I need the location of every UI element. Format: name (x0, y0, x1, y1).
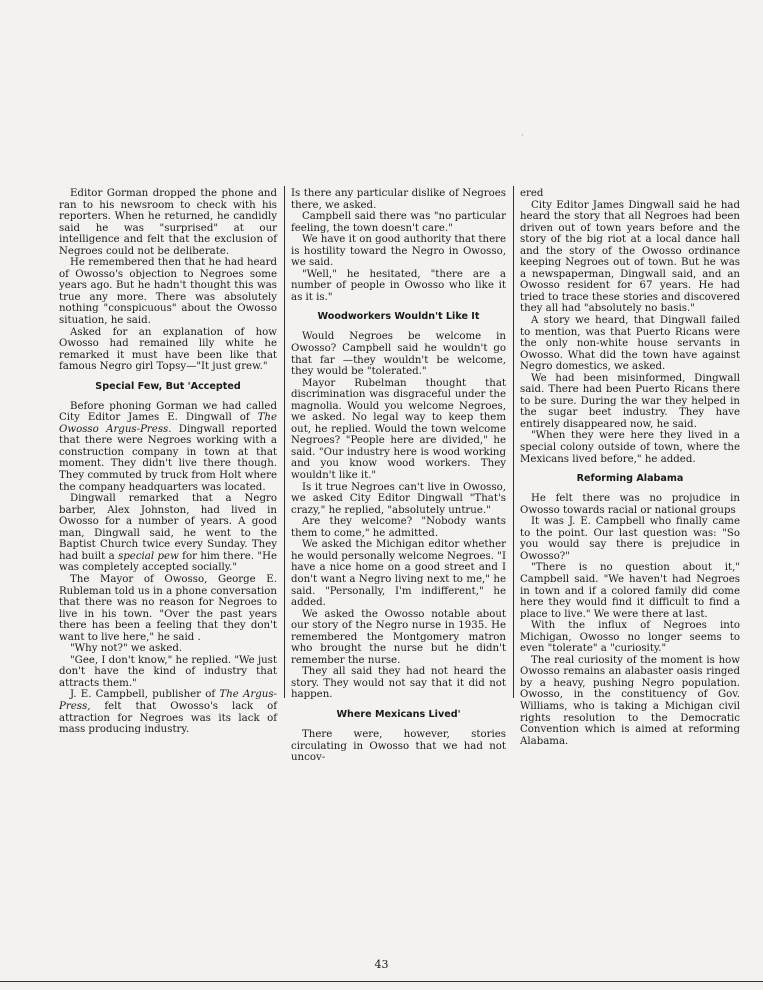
paragraph: We have it on good authority that there is hostility toward the Negro in Owosso, we said. (291, 234, 506, 269)
paragraph: Asked for an explanation of how Owosso had remained lily white he remarked it must have been like that famous Negro girl Topsy—"It just grew." (59, 326, 277, 373)
paragraph: He felt there was no projudice in Owosso towards racial or national groups (520, 493, 740, 516)
paragraph: We asked the Owosso notable about our story of the Negro nurse in 1935. He remembered the Montgomery matron who brought the nurse but he didn't remember the nurse. (291, 608, 506, 666)
article-column-2 (291, 188, 506, 764)
paragraph: Is it true Negroes can't live in Owosso, we asked City Editor Dingwall "That's crazy," he replied, "absolutely untrue." (291, 481, 506, 516)
publication-title: The Argus-Press, (59, 689, 277, 712)
emphasis: special pew (118, 550, 179, 562)
paragraph: J. E. Campbell, publisher of The Argus-Press, felt that Owosso's lack of attraction for Negroes was its lack of mass producing industry. (59, 689, 277, 736)
paragraph: They all said they had not heard the story. They would not say that it did not happen. (291, 666, 506, 701)
column-rule-left (284, 186, 285, 698)
paragraph: The Mayor of Owosso, George E. Rubleman told us in a phone conversation that there was no reason for Negroes to live in his town. "Over the past years there has been a feeling that they don't want to live here," he said . (59, 573, 277, 643)
paragraph: Dingwall remarked that a Negro barber, Alex Johnston, had lived in Owosso for a number of years. A good man, Dingwall said, he went to the Baptist Church twice every Sunday. They had built a special pew for him there. "He was completely accepted socially." (59, 493, 277, 574)
paragraph: Editor Gorman dropped the phone and ran to his newsroom to check with his reporters. When he returned, he candidly said he was "surprised" at our intelligence and felt that the exclusion of Negroes could not be deliberate. (59, 188, 277, 257)
page-number: 43 (374, 958, 389, 971)
paragraph: "Why not?" we asked. (70, 643, 183, 655)
paragraph: Campbell said there was "no particular feeling, the town doesn't care." (291, 211, 506, 234)
article-column-1 (59, 188, 277, 736)
paragraph: The real curiosity of the moment is how Owosso remains an alabaster oasis ringed by a heavy, pushing Negro population. Owosso, in the constituency of Gov. Williams, who is taking a Michigan civil rights resolution to the Democratic Convention which is aimed at reforming Alabama. (520, 654, 740, 747)
paragraph: "There is no question about it," Campbell said. "We haven't had Negroes in town and if a colored family did come here they would find it difficult to find a place to live." We were there at last. (520, 562, 740, 620)
paragraph: "Gee, I don't know," he replied. "We just don't have the kind of industry that attracts them." (59, 654, 277, 689)
subheading-special-pew: Special Few, But 'Accepted (95, 380, 241, 392)
subheading-reforming-alabama: Reforming Alabama (576, 473, 684, 485)
paragraph: Would Negroes be welcome in Owosso? Campbell said he wouldn't go that far —they wouldn't be welcome, they would be "tolerated." (291, 331, 506, 378)
paragraph: We had been misinformed, Dingwall said. There had been Puerto Ricans there to be sure. During the war they helped in the sugar beet industry. They have entirely disappeared now, he said. (520, 372, 740, 430)
subheading-mexicans: Where Mexicans Lived' (336, 708, 461, 720)
paragraph: He remembered then that he had heard of Owosso's objection to Negroes some years ago. But he hadn't thought this was true any more. There was absolutely nothing "conspicuous" about the Owosso situation, he said. (59, 257, 277, 327)
paragraph: Before phoning Gorman we had called City Editor James E. Dingwall of The Owosso Argus-Press. Dingwall reported that there were Negroes working with a construction company in town at that moment. They didn't live there though. They commuted by truck from Holt where the company headquarters was located. (59, 400, 277, 493)
paragraph: "When they were here they lived in a special colony outside of town, where the Mexicans lived before," he added. (520, 430, 740, 465)
paragraph: We asked the Michigan editor whether he would personally welcome Negroes. "I have a nice home on a good street and I don't want a Negro living next to me," he said. "Personally, I'm indifferent," he added. (291, 539, 506, 609)
paragraph: "Well," he hesitated, "there are a number of people in Owosso who like it as it is." (291, 268, 506, 303)
paragraph: Are they welcome? "Nobody wants them to come," he admitted. (291, 516, 506, 539)
paragraph: ered (520, 188, 544, 199)
paragraph: Mayor Rubelman thought that discrimination was disgraceful under the magnolia. Would you welcome Negroes, we asked. No legal way to keep them out, he replied. Would the town welcome Negroes? "People here are divided," he said. "Our industry here is wood working and you know wood workers. They wouldn't like it." (291, 377, 506, 482)
article-column-3 (520, 188, 740, 747)
subheading-woodworkers: Woodworkers Wouldn't Like It (317, 311, 480, 323)
paragraph: It was J. E. Campbell who finally came to the point. Our last question was: "So you would say there is prejudice in Owosso?" (520, 516, 740, 562)
paragraph: A story we heard, that Dingwall failed to mention, was that Puerto Ricans were the only non-white house servants in Owosso. What did the town have against Negro domestics, we asked. (520, 315, 740, 373)
publication-title: The Owosso Argus-Press. (59, 412, 277, 435)
paragraph: There were, however, stories circulating in Owosso that we had not uncov- (291, 728, 506, 764)
column-rule-right (513, 186, 514, 698)
scan-speck: · (521, 131, 524, 140)
bottom-rule (0, 981, 763, 982)
paragraph: With the influx of Negroes into Michigan, Owosso no longer seems to even "tolerate" a "curiosity." (520, 620, 740, 655)
paragraph: City Editor James Dingwall said he had heard the story that all Negroes had been driven out of town years before and the story of the big riot at a local dance hall and the story of the Owosso ordinance keeping Negroes out of town. But he was a newspaperman, Dingwall said, and an Owosso resident for 67 years. He had tried to trace these stories and discovered they all had "absolutely no basis." (520, 199, 740, 315)
paragraph: Is there any particular dislike of Negroes there, we asked. (291, 188, 506, 211)
